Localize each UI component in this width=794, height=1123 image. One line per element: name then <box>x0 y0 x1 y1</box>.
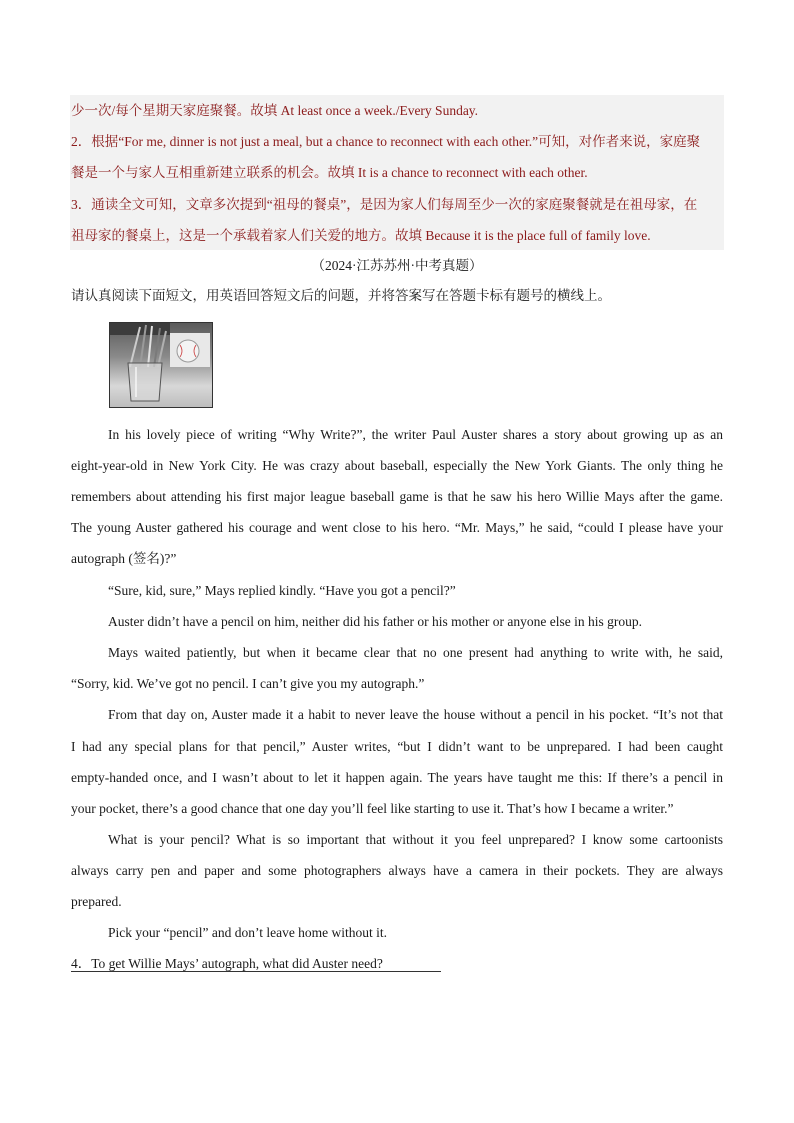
question-4: 4．To get Willie Mays’ autograph, what did Auster need? <box>71 956 383 971</box>
pencil-cup-photo <box>109 322 213 408</box>
question-source: （2024·江苏苏州·中考真题） <box>311 258 483 273</box>
answer-line-3: 餐是一个与家人互相重新建立联系的机会。故填 It is a chance to reconnect with each other. <box>71 165 588 180</box>
passage-p1-line3: remembers about attending his first major league baseball game is that he saw his hero Willie Mays after the game. <box>71 489 723 504</box>
passage-p6-line1: What is your pencil? What is so important that without it you feel unprepared? I know some cartoonists <box>108 832 723 847</box>
passage-p1-line2: eight-year-old in New York City. He was crazy about baseball, especially the New York Giants. The only thing he <box>71 458 723 473</box>
passage-p5-line4: your pocket, there’s a good chance that one day you’ll feel like starting to use it. That’s how I became a writer.” <box>71 801 674 816</box>
passage-p1-line5: autograph (签名)?” <box>71 551 177 566</box>
passage-p1-line1: In his lovely piece of writing “Why Write?”, the writer Paul Auster shares a story about growing up as an <box>108 427 723 442</box>
passage-p5-line2: I had any special plans for that pencil,” Auster writes, “but I didn’t want to be unprepared. I had been caught <box>71 739 723 754</box>
passage-p4-line2: “Sorry, kid. We’ve got no pencil. I can’t give you my autograph.” <box>71 676 425 691</box>
pencil-cup-illustration <box>110 323 212 407</box>
passage-p5-line1: From that day on, Auster made it a habit to never leave the house without a pencil in his pocket. “It’s not that <box>108 707 723 722</box>
answer-line-2: 2．根据“For me, dinner is not just a meal, but a chance to reconnect with each other.”可知，对作者来说，家庭聚 <box>71 134 701 149</box>
answer-line-5: 祖母家的餐桌上，这是一个承载着家人们关爱的地方。故填 Because it is the place full of family love. <box>71 228 651 243</box>
passage-p1-line4: The young Auster gathered his courage and went close to his hero. “Mr. Mays,” he said, “could I please have your <box>71 520 723 535</box>
passage-p3: Auster didn’t have a pencil on him, neither did his father or his mother or anyone else in his group. <box>108 614 643 629</box>
passage-p5-line3: empty-handed once, and I wasn’t about to let it happen again. The years have taught me this: If there’s a pencil in <box>71 770 723 785</box>
reading-instruction: 请认真阅读下面短文，用英语回答短文后的问题，并将答案写在答题卡标有题号的横线上。 <box>71 288 611 303</box>
passage-p6-line2: always carry pen and paper and some photographers always have a camera in their pockets. They are always <box>71 863 723 878</box>
answer-line-1: 少一次/每个星期天家庭聚餐。故填 At least once a week./Every Sunday. <box>71 103 479 118</box>
passage-p4-line1: Mays waited patiently, but when it became clear that no one present had anything to write with, he said, <box>108 645 723 660</box>
passage-p7: Pick your “pencil” and don’t leave home without it. <box>108 925 388 940</box>
answer-line-4: 3．通读全文可知，文章多次提到“祖母的餐桌”，是因为家人们每周至少一次的家庭聚餐就是在祖母家，在 <box>71 197 698 212</box>
passage-p2: “Sure, kid, sure,” Mays replied kindly. “Have you got a pencil?” <box>108 583 456 598</box>
answer-blank-line[interactable] <box>71 971 441 972</box>
passage-p6-line3: prepared. <box>71 894 122 909</box>
